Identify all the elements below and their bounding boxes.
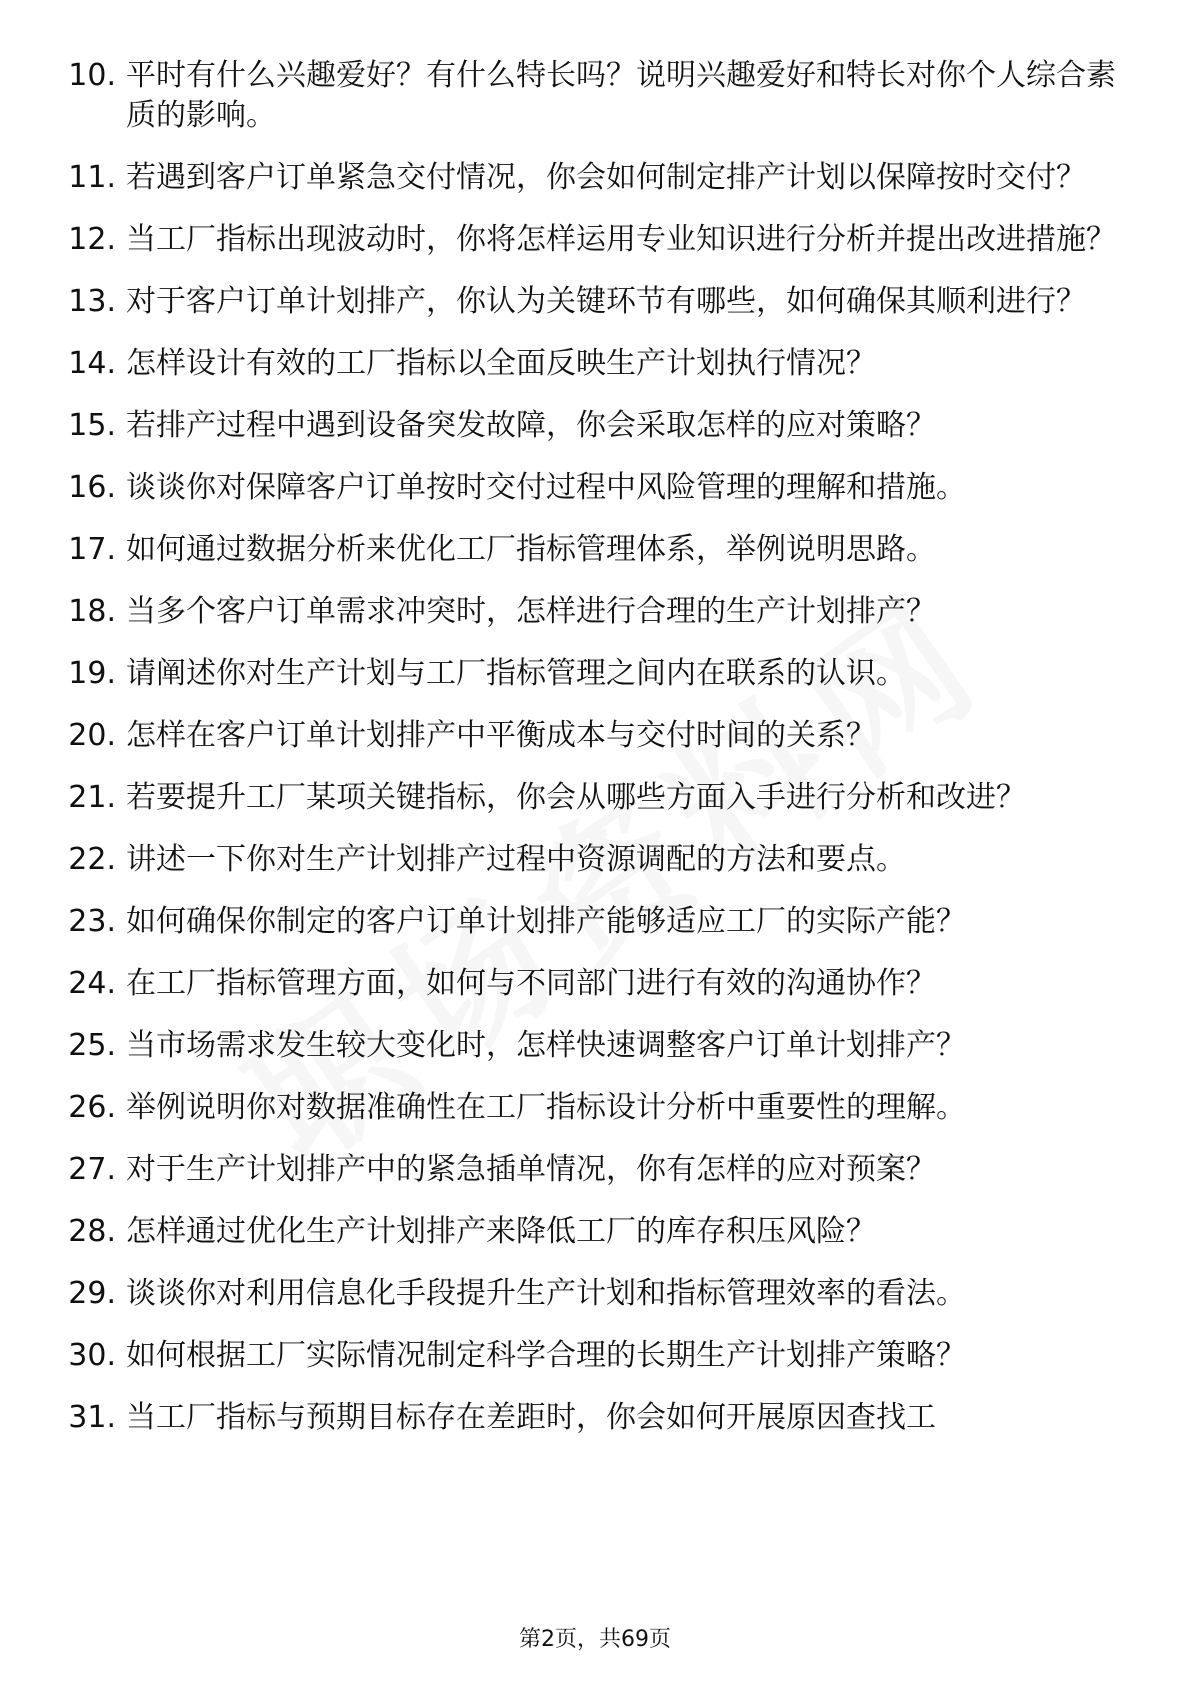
- question-number: 13.: [68, 284, 116, 319]
- question-number: 29.: [68, 1276, 116, 1311]
- question-item: [56, 1212, 1116, 1252]
- question-text: 举例说明你对数据准确性在工厂指标设计分析中重要性的理解。: [126, 1090, 966, 1125]
- question-text: 如何根据工厂实际情况制定科学合理的长期生产计划排产策略？: [126, 1338, 966, 1373]
- question-item: [56, 282, 1116, 322]
- question-text: 当多个客户订单需求冲突时，怎样进行合理的生产计划排产？: [126, 594, 936, 629]
- question-number: 12.: [68, 222, 116, 257]
- question-item: [56, 654, 1116, 694]
- question-text: 怎样在客户订单计划排产中平衡成本与交付时间的关系？: [126, 718, 876, 753]
- question-item: [56, 344, 1116, 384]
- question-item: [56, 716, 1116, 756]
- question-item: [56, 56, 1116, 136]
- question-text: 若遇到客户订单紧急交付情况，你会如何制定排产计划以保障按时交付？: [126, 160, 1086, 195]
- question-item: [56, 964, 1116, 1004]
- question-number: 26.: [68, 1090, 116, 1125]
- question-list: [56, 56, 1116, 1460]
- question-item: [56, 902, 1116, 942]
- question-number: 30.: [68, 1338, 116, 1373]
- question-number: 27.: [68, 1152, 116, 1187]
- question-text: 当工厂指标出现波动时，你将怎样运用专业知识进行分析并提出改进措施？: [126, 222, 1116, 257]
- question-text: 对于客户订单计划排产，你认为关键环节有哪些，如何确保其顺利进行？: [126, 284, 1086, 319]
- question-text: 谈谈你对利用信息化手段提升生产计划和指标管理效率的看法。: [126, 1276, 966, 1311]
- question-text: 讲述一下你对生产计划排产过程中资源调配的方法和要点。: [126, 842, 906, 877]
- question-number: 17.: [68, 532, 116, 567]
- question-text: 怎样通过优化生产计划排产来降低工厂的库存积压风险？: [126, 1214, 876, 1249]
- question-number: 31.: [68, 1400, 116, 1435]
- question-number: 20.: [68, 718, 116, 753]
- question-item: [56, 1398, 1116, 1438]
- question-item: [56, 1274, 1116, 1314]
- question-item: [56, 840, 1116, 880]
- question-number: 19.: [68, 656, 116, 691]
- question-item: [56, 1088, 1116, 1128]
- question-text: 在工厂指标管理方面，如何与不同部门进行有效的沟通协作？: [126, 966, 936, 1001]
- question-number: 10.: [68, 58, 116, 93]
- question-number: 24.: [68, 966, 116, 1001]
- question-number: 11.: [68, 160, 116, 195]
- question-number: 21.: [68, 780, 116, 815]
- question-text: 对于生产计划排产中的紧急插单情况，你有怎样的应对预案？: [126, 1152, 936, 1187]
- question-text: 如何确保你制定的客户订单计划排产能够适应工厂的实际产能？: [126, 904, 966, 939]
- question-number: 28.: [68, 1214, 116, 1249]
- question-item: [56, 468, 1116, 508]
- question-item: [56, 158, 1116, 198]
- question-item: [56, 220, 1116, 260]
- question-text: 若排产过程中遇到设备突发故障，你会采取怎样的应对策略？: [126, 408, 936, 443]
- question-item: [56, 778, 1116, 818]
- question-number: 14.: [68, 346, 116, 381]
- page-number-label: 第2页，共69页: [519, 1627, 671, 1652]
- question-text: 谈谈你对保障客户订单按时交付过程中风险管理的理解和措施。: [126, 470, 966, 505]
- question-item: [56, 592, 1116, 632]
- question-item: [56, 1150, 1116, 1190]
- question-text: 若要提升工厂某项关键指标，你会从哪些方面入手进行分析和改进？: [126, 780, 1026, 815]
- question-number: 25.: [68, 1028, 116, 1063]
- question-text: 怎样设计有效的工厂指标以全面反映生产计划执行情况？: [126, 346, 876, 381]
- question-text: 当市场需求发生较大变化时，怎样快速调整客户订单计划排产？: [126, 1028, 966, 1063]
- question-item: [56, 530, 1116, 570]
- question-item: [56, 1026, 1116, 1066]
- question-number: 16.: [68, 470, 116, 505]
- question-text: 请阐述你对生产计划与工厂指标管理之间内在联系的认识。: [126, 656, 906, 691]
- question-text: 当工厂指标与预期目标存在差距时，你会如何开展原因查找工: [126, 1400, 936, 1435]
- page-footer: [0, 1626, 1190, 1654]
- question-text: 如何通过数据分析来优化工厂指标管理体系，举例说明思路。: [126, 532, 936, 567]
- question-item: [56, 1336, 1116, 1376]
- question-number: 23.: [68, 904, 116, 939]
- question-number: 15.: [68, 408, 116, 443]
- question-number: 18.: [68, 594, 116, 629]
- question-text: 平时有什么兴趣爱好？有什么特长吗？说明兴趣爱好和特长对你个人综合素质的影响。: [126, 58, 1116, 133]
- question-number: 22.: [68, 842, 116, 877]
- question-item: [56, 406, 1116, 446]
